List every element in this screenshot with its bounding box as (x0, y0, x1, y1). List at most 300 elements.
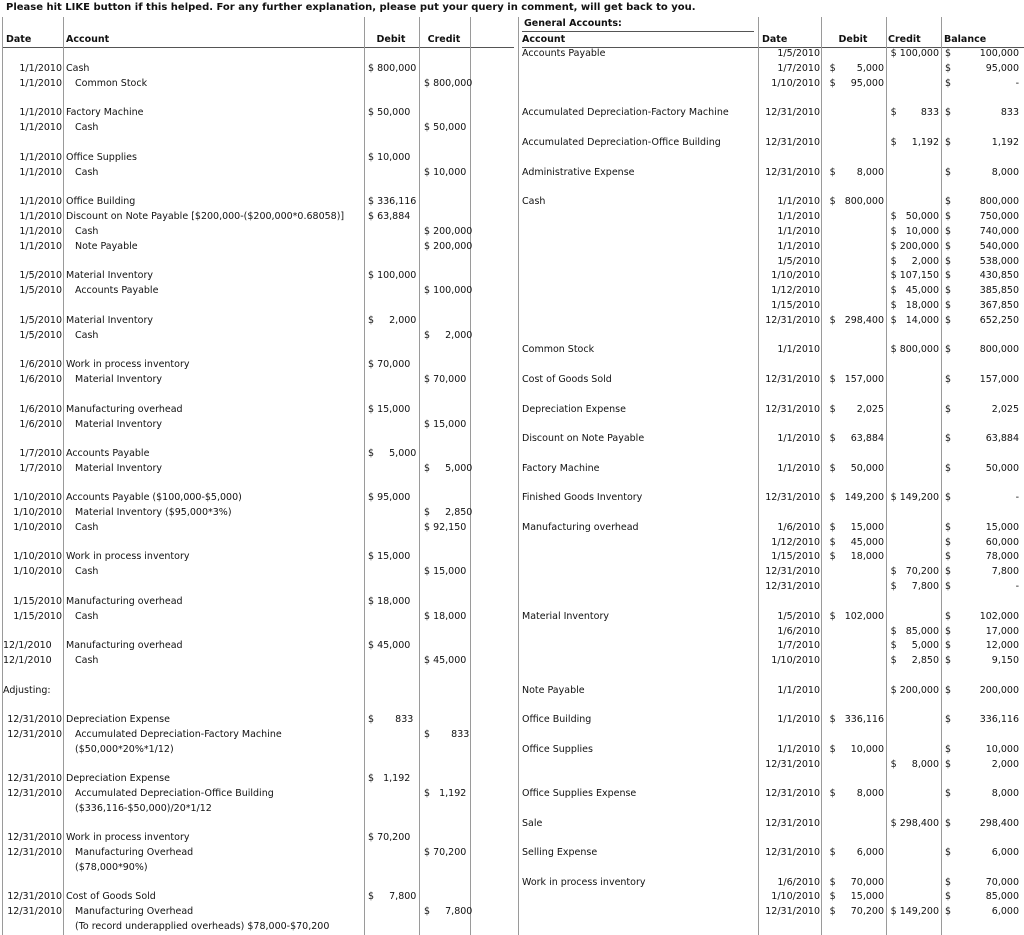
journal-credit: $ 45,000 (424, 655, 467, 666)
journal-date: 1/1/2010 (19, 152, 62, 163)
journal-date: 12/31/2010 (7, 729, 62, 740)
journal-credit: $ 70,000 (424, 374, 467, 385)
ledger-account: Sale (522, 818, 543, 829)
ledger-balance: 100,000 (979, 48, 1019, 59)
journal-date: 1/6/2010 (19, 404, 62, 415)
journal-header-credit: Credit (427, 34, 461, 45)
ledger-balance: 12,000 (985, 640, 1019, 651)
ledger-debit: $ 336,116 (829, 714, 884, 725)
ledger-balance: 85,000 (985, 891, 1019, 902)
journal-account: Manufacturing Overhead (75, 847, 194, 858)
ledger-date: 12/31/2010 (765, 759, 820, 770)
ledger-balance: 60,000 (985, 537, 1019, 548)
column-divider (821, 17, 822, 935)
ledger-header-debit: Debit (838, 34, 868, 45)
journal-date: 12/1/2010 (3, 655, 52, 666)
ledger-date: 1/6/2010 (777, 877, 820, 888)
journal-date: 1/5/2010 (19, 270, 62, 281)
ledger-account: Accumulated Depreciation-Office Building (522, 137, 721, 148)
ledger-balance: 95,000 (985, 63, 1019, 74)
ledger-date: 1/1/2010 (777, 196, 820, 207)
journal-account: ($78,000*90%) (75, 862, 148, 873)
ledger-date: 12/31/2010 (765, 847, 820, 858)
journal-account: Factory Machine (66, 107, 144, 118)
journal-account: Material Inventory (75, 419, 162, 430)
column-divider (518, 17, 519, 935)
ledger-date: 1/1/2010 (777, 463, 820, 474)
journal-credit: $ 92,150 (424, 522, 467, 533)
journal-credit: $ 15,000 (424, 566, 467, 577)
journal-debit: $ 45,000 (368, 640, 411, 651)
journal-account: Cash (75, 122, 99, 133)
ledger-header-date: Date (762, 34, 788, 45)
journal-date: 12/31/2010 (7, 832, 62, 843)
journal-date: 1/5/2010 (19, 330, 62, 341)
ledger-date: 1/6/2010 (777, 522, 820, 533)
ledger-balance: 17,000 (985, 626, 1019, 637)
ledger-header-account: Account (522, 34, 566, 45)
ledger-balance: 1,192 (991, 137, 1019, 148)
journal-date: 12/31/2010 (7, 847, 62, 858)
ledger-account: Material Inventory (522, 611, 609, 622)
journal-debit: $ 1,192 (368, 773, 411, 784)
ledger-balance-sign: $ (945, 226, 952, 237)
journal-account: Office Supplies (66, 152, 137, 163)
ledger-balance: 833 (1000, 107, 1019, 118)
journal-account: (To record underapplied overheads) $78,000-$70,200 (75, 921, 330, 932)
journal-account: Cash (75, 226, 99, 237)
journal-credit: $ 70,200 (424, 847, 467, 858)
ledger-balance: 6,000 (991, 906, 1019, 917)
ledger-credit: $ 149,200 (890, 492, 939, 503)
ledger-balance-sign: $ (945, 78, 952, 89)
ledger-balance-sign: $ (945, 463, 952, 474)
journal-debit: $ 100,000 (368, 270, 417, 281)
ledger-account: Selling Expense (522, 847, 598, 858)
column-divider (470, 17, 471, 935)
ledger-title-rule (522, 31, 754, 32)
ledger-date: 1/15/2010 (771, 551, 820, 562)
ledger-balance-sign: $ (945, 847, 952, 858)
ledger-date: 12/31/2010 (765, 315, 820, 326)
ledger-debit: $ 800,000 (829, 196, 884, 207)
journal-date: 1/15/2010 (13, 611, 62, 622)
journal-credit: $ 7,800 (424, 906, 473, 917)
journal-account: Common Stock (75, 78, 148, 89)
ledger-account: Accounts Payable (522, 48, 606, 59)
ledger-balance-sign: $ (945, 270, 952, 281)
ledger-balance: 15,000 (985, 522, 1019, 533)
ledger-credit: $ 200,000 (890, 685, 939, 696)
ledger-credit: $ 14,000 (890, 315, 939, 326)
ledger-balance-sign: $ (945, 640, 952, 651)
ledger-balance: 750,000 (979, 211, 1019, 222)
ledger-balance-sign: $ (945, 818, 952, 829)
ledger-balance-sign: $ (945, 107, 952, 118)
journal-account: Depreciation Expense (66, 773, 170, 784)
ledger-date: 1/12/2010 (771, 537, 820, 548)
ledger-balance-sign: $ (945, 551, 952, 562)
ledger-debit: $ 298,400 (829, 315, 884, 326)
journal-debit: $ 800,000 (368, 63, 417, 74)
journal-date: 1/10/2010 (13, 492, 62, 503)
ledger-title: General Accounts: (524, 18, 622, 29)
journal-account: Manufacturing overhead (66, 596, 183, 607)
journal-header-debit: Debit (376, 34, 406, 45)
ledger-balance: 652,250 (979, 315, 1019, 326)
journal-credit: $ 5,000 (424, 463, 473, 474)
journal-date: 1/6/2010 (19, 419, 62, 430)
ledger-balance-sign: $ (945, 714, 952, 725)
ledger-balance: 2,000 (991, 759, 1019, 770)
ledger-date: 1/10/2010 (771, 655, 820, 666)
ledger-date: 1/10/2010 (771, 891, 820, 902)
ledger-balance-sign: $ (945, 537, 952, 548)
ledger-debit: $ 63,884 (829, 433, 884, 444)
ledger-balance-sign: $ (945, 788, 952, 799)
journal-account: Note Payable (75, 241, 138, 252)
ledger-date: 1/6/2010 (777, 626, 820, 637)
ledger-date: 1/1/2010 (777, 211, 820, 222)
ledger-balance-sign: $ (945, 626, 952, 637)
journal-debit: $ 63,884 (368, 211, 411, 222)
ledger-balance-sign: $ (945, 137, 952, 148)
ledger-debit: $ 50,000 (829, 463, 884, 474)
journal-date: 1/5/2010 (19, 315, 62, 326)
ledger-balance-sign: $ (945, 492, 952, 503)
journal-debit: $ 15,000 (368, 404, 411, 415)
ledger-balance-sign: $ (945, 211, 952, 222)
ledger-date: 1/1/2010 (777, 714, 820, 725)
ledger-account: Office Supplies Expense (522, 788, 637, 799)
journal-account: Depreciation Expense (66, 714, 170, 725)
ledger-credit: $ 50,000 (890, 211, 939, 222)
ledger-date: 12/31/2010 (765, 906, 820, 917)
journal-debit: $ 833 (368, 714, 414, 725)
journal-account: Material Inventory ($95,000*3%) (75, 507, 232, 518)
ledger-credit: $ 298,400 (890, 818, 939, 829)
journal-debit: $ 95,000 (368, 492, 411, 503)
ledger-debit: $ 8,000 (829, 788, 884, 799)
ledger-account: Discount on Note Payable (522, 433, 645, 444)
journal-date: 1/1/2010 (19, 107, 62, 118)
journal-date: 1/1/2010 (19, 196, 62, 207)
journal-credit: $ 200,000 (424, 241, 473, 252)
ledger-date: 12/31/2010 (765, 788, 820, 799)
ledger-balance-sign: $ (945, 315, 952, 326)
journal-date: 1/10/2010 (13, 522, 62, 533)
ledger-balance: 800,000 (979, 344, 1019, 355)
ledger-credit: $ 2,000 (890, 256, 939, 267)
ledger-balance-sign: $ (945, 196, 952, 207)
journal-debit: $ 70,200 (368, 832, 411, 843)
journal-account: Accumulated Depreciation-Factory Machine (75, 729, 282, 740)
journal-header-date: Date (6, 34, 32, 45)
journal-account: Work in process inventory (66, 551, 190, 562)
ledger-credit: $ 85,000 (890, 626, 939, 637)
ledger-debit: $ 10,000 (829, 744, 884, 755)
journal-credit: $ 1,192 (424, 788, 467, 799)
ledger-account: Accumulated Depreciation-Factory Machine (522, 107, 729, 118)
journal-account: Cash (75, 611, 99, 622)
ledger-account: Work in process inventory (522, 877, 646, 888)
journal-account: Work in process inventory (66, 832, 190, 843)
ledger-date: 12/31/2010 (765, 107, 820, 118)
ledger-balance-sign: $ (945, 655, 952, 666)
ledger-account: Finished Goods Inventory (522, 492, 643, 503)
ledger-date: 1/1/2010 (777, 685, 820, 696)
ledger-balance-sign: $ (945, 433, 952, 444)
ledger-credit: $ 833 (890, 107, 939, 118)
ledger-debit: $ 70,200 (829, 906, 884, 917)
journal-debit: $ 15,000 (368, 551, 411, 562)
journal-debit: $ 50,000 (368, 107, 411, 118)
journal-date: 1/6/2010 (19, 374, 62, 385)
journal-account: Work in process inventory (66, 359, 190, 370)
ledger-balance: 9,150 (991, 655, 1019, 666)
ledger-balance: 63,884 (985, 433, 1019, 444)
adjusting-label: Adjusting: (3, 685, 51, 696)
ledger-date: 12/31/2010 (765, 566, 820, 577)
journal-credit: $ 10,000 (424, 167, 467, 178)
ledger-balance-sign: $ (945, 522, 952, 533)
journal-date: 1/10/2010 (13, 566, 62, 577)
journal-date: 1/5/2010 (19, 285, 62, 296)
journal-credit: $ 2,000 (424, 330, 473, 341)
ledger-balance-sign: $ (945, 63, 952, 74)
ledger-credit: $ 100,000 (890, 48, 939, 59)
journal-account: Accounts Payable ($100,000-$5,000) (66, 492, 242, 503)
ledger-date: 12/31/2010 (765, 492, 820, 503)
ledger-balance-sign: $ (945, 404, 952, 415)
ledger-balance-sign: $ (945, 300, 952, 311)
journal-date: 1/1/2010 (19, 211, 62, 222)
ledger-credit: $ 70,200 (890, 566, 939, 577)
ledger-balance-sign: $ (945, 256, 952, 267)
ledger-balance: 740,000 (979, 226, 1019, 237)
ledger-balance-sign: $ (945, 611, 952, 622)
ledger-account: Note Payable (522, 685, 585, 696)
journal-date: 1/10/2010 (13, 507, 62, 518)
journal-debit: $ 10,000 (368, 152, 411, 163)
journal-header-rule (2, 47, 514, 48)
ledger-balance: 50,000 (985, 463, 1019, 474)
ledger-debit: $ 70,000 (829, 877, 884, 888)
ledger-account: Depreciation Expense (522, 404, 626, 415)
ledger-credit: $ 2,850 (890, 655, 939, 666)
ledger-account: Office Supplies (522, 744, 593, 755)
journal-debit: $ 5,000 (368, 448, 417, 459)
ledger-balance: - (1015, 492, 1019, 503)
ledger-balance-sign: $ (945, 759, 952, 770)
ledger-date: 1/7/2010 (777, 640, 820, 651)
journal-date: 12/1/2010 (3, 640, 52, 651)
journal-account: Office Building (66, 196, 136, 207)
journal-date: 12/31/2010 (7, 906, 62, 917)
ledger-date: 12/31/2010 (765, 167, 820, 178)
ledger-date: 1/7/2010 (777, 63, 820, 74)
ledger-account: Manufacturing overhead (522, 522, 639, 533)
journal-credit: $ 2,850 (424, 507, 473, 518)
ledger-balance-sign: $ (945, 685, 952, 696)
ledger-debit: $ 5,000 (829, 63, 884, 74)
ledger-account: Office Building (522, 714, 592, 725)
ledger-balance: 157,000 (979, 374, 1019, 385)
journal-date: 1/1/2010 (19, 167, 62, 178)
journal-debit: $ 7,800 (368, 891, 417, 902)
ledger-balance-sign: $ (945, 374, 952, 385)
ledger-balance: 385,850 (979, 285, 1019, 296)
ledger-debit: $ 95,000 (829, 78, 884, 89)
ledger-credit: $ 5,000 (890, 640, 939, 651)
ledger-credit: $ 200,000 (890, 241, 939, 252)
journal-date: 1/1/2010 (19, 78, 62, 89)
journal-date: 12/31/2010 (7, 773, 62, 784)
journal-credit: $ 833 (424, 729, 470, 740)
ledger-balance: 102,000 (979, 611, 1019, 622)
ledger-balance: - (1015, 78, 1019, 89)
journal-account: ($50,000*20%*1/12) (75, 744, 174, 755)
ledger-account: Factory Machine (522, 463, 600, 474)
journal-date: 1/15/2010 (13, 596, 62, 607)
ledger-balance: - (1015, 581, 1019, 592)
journal-account: Accumulated Depreciation-Office Building (75, 788, 274, 799)
ledger-credit: $ 45,000 (890, 285, 939, 296)
journal-debit: $ 18,000 (368, 596, 411, 607)
ledger-credit: $ 1,192 (890, 137, 939, 148)
ledger-balance: 538,000 (979, 256, 1019, 267)
journal-header-account: Account (66, 34, 110, 45)
journal-date: 12/31/2010 (7, 788, 62, 799)
journal-credit: $ 800,000 (424, 78, 473, 89)
ledger-account: Common Stock (522, 344, 595, 355)
ledger-balance: 8,000 (991, 788, 1019, 799)
journal-account: Cash (75, 655, 99, 666)
ledger-balance: 430,850 (979, 270, 1019, 281)
ledger-credit: $ 7,800 (890, 581, 939, 592)
ledger-date: 1/15/2010 (771, 300, 820, 311)
ledger-date: 1/5/2010 (777, 611, 820, 622)
journal-date: 1/1/2010 (19, 122, 62, 133)
journal-date: 1/10/2010 (13, 551, 62, 562)
ledger-balance: 8,000 (991, 167, 1019, 178)
journal-date: 12/31/2010 (7, 714, 62, 725)
ledger-date: 1/5/2010 (777, 256, 820, 267)
journal-debit: $ 336,116 (368, 196, 417, 207)
journal-date: 1/6/2010 (19, 359, 62, 370)
ledger-date: 1/1/2010 (777, 226, 820, 237)
ledger-date: 12/31/2010 (765, 581, 820, 592)
ledger-balance-sign: $ (945, 167, 952, 178)
journal-date: 1/1/2010 (19, 241, 62, 252)
journal-account: Manufacturing overhead (66, 404, 183, 415)
column-divider (941, 17, 942, 935)
ledger-credit: $ 10,000 (890, 226, 939, 237)
journal-account: Material Inventory (75, 463, 162, 474)
ledger-debit: $ 2,025 (829, 404, 884, 415)
ledger-debit: $ 157,000 (829, 374, 884, 385)
ledger-date: 1/12/2010 (771, 285, 820, 296)
ledger-header-balance: Balance (944, 34, 987, 45)
journal-account: Discount on Note Payable [$200,000-($200,000*0.68058)] (66, 211, 345, 222)
ledger-debit: $ 6,000 (829, 847, 884, 858)
journal-account: Cash (75, 330, 99, 341)
journal-account: Material Inventory (66, 270, 153, 281)
journal-date: 12/31/2010 (7, 891, 62, 902)
journal-date: 1/7/2010 (19, 448, 62, 459)
ledger-balance-sign: $ (945, 344, 952, 355)
journal-account: Accounts Payable (66, 448, 150, 459)
ledger-debit: $ 15,000 (829, 891, 884, 902)
ledger-date: 12/31/2010 (765, 374, 820, 385)
journal-credit: $ 100,000 (424, 285, 473, 296)
ledger-balance-sign: $ (945, 877, 952, 888)
ledger-balance-sign: $ (945, 241, 952, 252)
ledger-balance: 540,000 (979, 241, 1019, 252)
journal-credit: $ 50,000 (424, 122, 467, 133)
ledger-date: 1/5/2010 (777, 48, 820, 59)
ledger-balance-sign: $ (945, 744, 952, 755)
ledger-balance: 2,025 (991, 404, 1019, 415)
journal-date: 1/1/2010 (19, 226, 62, 237)
journal-credit: $ 18,000 (424, 611, 467, 622)
ledger-balance-sign: $ (945, 891, 952, 902)
ledger-credit: $ 149,200 (890, 906, 939, 917)
ledger-debit: $ 102,000 (829, 611, 884, 622)
ledger-date: 12/31/2010 (765, 137, 820, 148)
ledger-debit: $ 15,000 (829, 522, 884, 533)
journal-debit: $ 2,000 (368, 315, 417, 326)
ledger-debit: $ 45,000 (829, 537, 884, 548)
ledger-account: Cash (522, 196, 546, 207)
journal-account: Manufacturing Overhead (75, 906, 194, 917)
journal-account: ($336,116-$50,000)/20*1/12 (75, 803, 212, 814)
column-divider (364, 17, 365, 935)
ledger-balance-sign: $ (945, 581, 952, 592)
ledger-credit: $ 8,000 (890, 759, 939, 770)
journal-account: Cash (66, 63, 90, 74)
ledger-date: 1/10/2010 (771, 270, 820, 281)
journal-date: 1/1/2010 (19, 63, 62, 74)
ledger-credit: $ 18,000 (890, 300, 939, 311)
ledger-balance: 78,000 (985, 551, 1019, 562)
column-divider (63, 17, 64, 935)
ledger-credit: $ 800,000 (890, 344, 939, 355)
ledger-balance-sign: $ (945, 566, 952, 577)
ledger-account: Cost of Goods Sold (522, 374, 612, 385)
ledger-date: 1/1/2010 (777, 433, 820, 444)
journal-account: Manufacturing overhead (66, 640, 183, 651)
ledger-date: 12/31/2010 (765, 404, 820, 415)
ledger-balance: 6,000 (991, 847, 1019, 858)
ledger-date: 1/1/2010 (777, 344, 820, 355)
ledger-balance: 70,000 (985, 877, 1019, 888)
ledger-debit: $ 18,000 (829, 551, 884, 562)
ledger-header-credit: Credit (888, 34, 921, 45)
ledger-balance: 336,116 (979, 714, 1019, 725)
ledger-account: Administrative Expense (522, 167, 635, 178)
ledger-balance: 200,000 (979, 685, 1019, 696)
journal-account: Cash (75, 522, 99, 533)
ledger-balance-sign: $ (945, 48, 952, 59)
journal-account: Cost of Goods Sold (66, 891, 156, 902)
ledger-debit: $ 8,000 (829, 167, 884, 178)
ledger-balance: 10,000 (985, 744, 1019, 755)
ledger-balance: 367,850 (979, 300, 1019, 311)
ledger-balance: 7,800 (991, 566, 1019, 577)
ledger-date: 1/1/2010 (777, 241, 820, 252)
journal-account: Material Inventory (66, 315, 153, 326)
